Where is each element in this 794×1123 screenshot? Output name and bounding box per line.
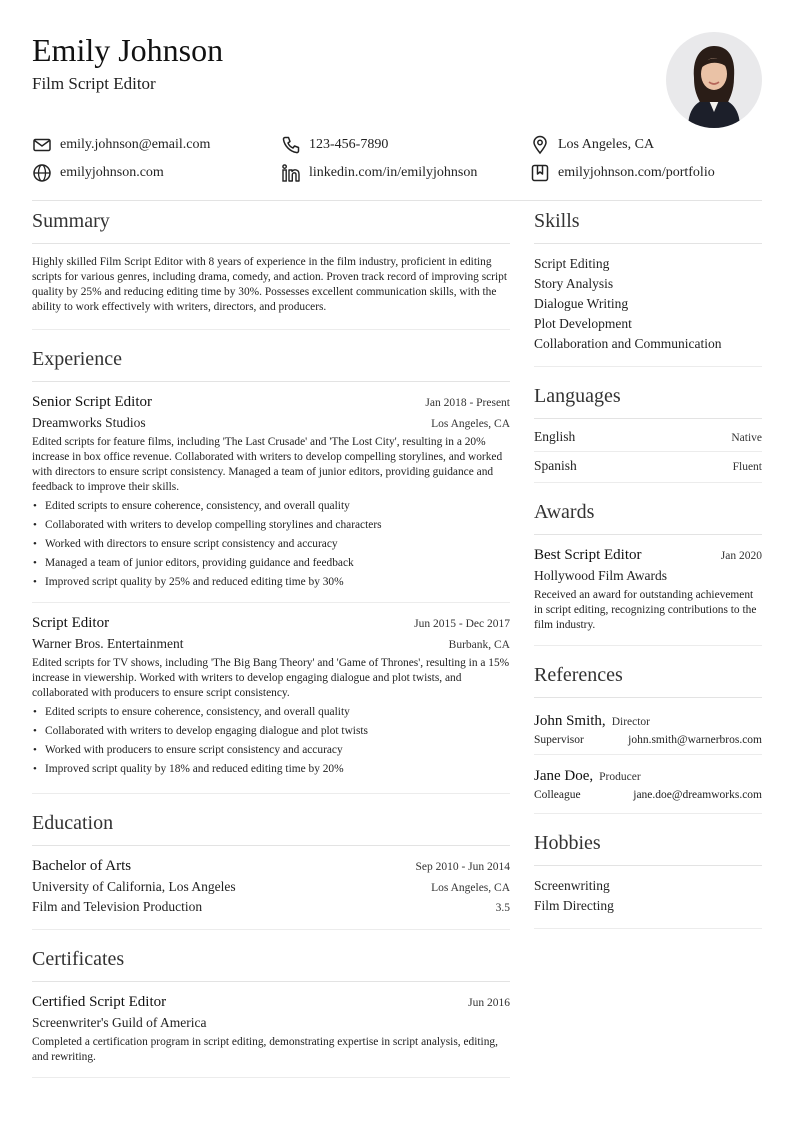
- experience-item: [32, 602, 510, 789]
- contact-info: [32, 135, 762, 183]
- section-title: Education: [32, 810, 510, 846]
- hobby-item: Screenwriting: [534, 878, 610, 893]
- mail-icon: [32, 135, 52, 155]
- contact-location-text: Los Angeles, CA: [558, 137, 655, 152]
- languages-section: [534, 383, 762, 483]
- contact-portfolio[interactable]: [530, 163, 762, 183]
- reference-email[interactable]: jane.doe@dreamworks.com: [633, 789, 762, 801]
- bullet-item: • Worked with directors to ensure script consistency and accuracy: [32, 537, 510, 552]
- experience-section: [32, 346, 510, 794]
- skill-item: Dialogue Writing: [534, 296, 629, 311]
- education-section: [32, 810, 510, 930]
- section-title: Summary: [32, 208, 510, 244]
- hobbies-section: [534, 830, 762, 929]
- contact-website[interactable]: [32, 163, 281, 183]
- contact-linkedin[interactable]: [281, 163, 530, 183]
- contact-phone-text: 123-456-7890: [309, 137, 389, 152]
- certificates-section: [32, 946, 510, 1078]
- contact-phone[interactable]: [281, 135, 530, 155]
- header-divider: [32, 200, 762, 201]
- reference-role: Director: [611, 716, 651, 728]
- job-date: Jan 2018 - Present: [425, 397, 510, 409]
- candidate-title: Film Script Editor: [32, 74, 156, 93]
- bullet-item: • Worked with producers to ensure script consistency and accuracy: [32, 743, 510, 758]
- contact-email-text: emily.johnson@email.com: [60, 137, 211, 152]
- job-description: Edited scripts for feature films, including 'The Last Crusade' and 'The Lost City', resulting in a 20% increase in box office revenue. Collaborated with writers to develop compelling storylines, and worked with directors to ensure script consistency. Managed a team of junior editors, providing guidance and feedback to improve their skills.: [32, 436, 503, 493]
- award-organization: Hollywood Film Awards: [534, 568, 668, 583]
- job-title: Senior Script Editor: [32, 394, 152, 410]
- location-pin-icon: [530, 135, 550, 155]
- phone-icon: [281, 135, 301, 155]
- certificate-title: Certified Script Editor: [32, 994, 167, 1010]
- awards-section: [534, 499, 762, 646]
- section-title: References: [534, 662, 762, 698]
- side-column: [534, 208, 762, 945]
- language-item: [534, 451, 762, 480]
- bullet-item: • Improved script quality by 18% and reduced editing time by 20%: [32, 762, 510, 777]
- award-title: Best Script Editor: [534, 547, 642, 563]
- language-level: Fluent: [732, 461, 762, 473]
- bullet-item: • Improved script quality by 25% and reduced editing time by 30%: [32, 575, 510, 590]
- profile-photo: [666, 32, 762, 128]
- education-date: Sep 2010 - Jun 2014: [415, 861, 510, 873]
- section-title: Hobbies: [534, 830, 762, 866]
- reference-item: [534, 754, 762, 809]
- section-title: Experience: [32, 346, 510, 382]
- language-level: Native: [731, 432, 762, 444]
- bullet-item: • Managed a team of junior editors, providing guidance and feedback: [32, 556, 510, 571]
- globe-icon: [32, 163, 52, 183]
- contact-location: [530, 135, 762, 155]
- linkedin-icon: [281, 163, 301, 183]
- reference-relation: Supervisor: [534, 734, 584, 746]
- experience-item: [32, 392, 510, 602]
- reference-role: Producer: [599, 771, 641, 783]
- candidate-name: Emily Johnson: [32, 32, 224, 68]
- reference-relation: Colleague: [534, 789, 581, 801]
- skill-item: Plot Development: [534, 316, 632, 331]
- section-title: Skills: [534, 208, 762, 244]
- language-name: Spanish: [534, 458, 577, 473]
- skill-item: Collaboration and Communication: [534, 336, 722, 351]
- bullet-item: • Collaborated with writers to develop compelling storylines and characters: [32, 518, 510, 533]
- section-title: Languages: [534, 383, 762, 419]
- field-of-study: Film and Television Production: [32, 899, 203, 914]
- skills-section: [534, 208, 762, 367]
- bullet-item: • Edited scripts to ensure coherence, consistency, and overall quality: [32, 705, 510, 720]
- section-title: Awards: [534, 499, 762, 535]
- reference-name: John Smith,: [534, 713, 606, 729]
- skill-item: Script Editing: [534, 256, 610, 271]
- job-bullets: [32, 705, 510, 777]
- main-column: [32, 208, 510, 1094]
- summary-section: [32, 208, 510, 330]
- job-title: Script Editor: [32, 615, 110, 631]
- company-name: Dreamworks Studios: [32, 415, 146, 430]
- reference-item: [534, 708, 762, 754]
- contact-linkedin-text: linkedin.com/in/emilyjohnson: [309, 165, 478, 180]
- school-location: Los Angeles, CA: [431, 882, 510, 894]
- contact-website-text: emilyjohnson.com: [60, 165, 164, 180]
- bullet-item: • Edited scripts to ensure coherence, consistency, and overall quality: [32, 499, 510, 514]
- contact-email[interactable]: [32, 135, 281, 155]
- language-item: [534, 423, 762, 451]
- certificate-issuer: Screenwriter's Guild of America: [32, 1015, 207, 1030]
- company-name: Warner Bros. Entertainment: [32, 636, 184, 651]
- job-description: Edited scripts for TV shows, including 'The Big Bang Theory' and 'Game of Thrones', resulting in a 15% increase in viewership. Worked with writers to develop engaging dialogue and plot twists, and collaborated with producers to ensure script consistency.: [32, 657, 510, 699]
- award-description: Received an award for outstanding achievement in script editing, recognizing contributions to the film industry.: [534, 589, 757, 631]
- contact-portfolio-text: emilyjohnson.com/portfolio: [558, 165, 715, 180]
- references-section: [534, 662, 762, 814]
- skill-item: Story Analysis: [534, 276, 614, 291]
- job-date: Jun 2015 - Dec 2017: [414, 618, 510, 630]
- school-name: University of California, Los Angeles: [32, 879, 236, 894]
- job-bullets: [32, 499, 510, 590]
- portfolio-icon: [530, 163, 550, 183]
- job-location: Burbank, CA: [448, 639, 510, 651]
- award-date: Jan 2020: [720, 550, 762, 562]
- section-title: Certificates: [32, 946, 510, 982]
- certificate-description: Completed a certification program in script editing, demonstrating expertise in script analysis, editing, and rewriting.: [32, 1036, 498, 1063]
- summary-text: Highly skilled Film Script Editor with 8 years of experience in the film industry, proficient in editing scripts for various genres, including drama, comedy, and action. Proven track record of improving script quality by 25% and reducing editing time by 30%. Possesses excellent communication skills, with the ability to work effectively with writers, directors, and producers.: [32, 256, 507, 313]
- gpa-value: 3.5: [495, 902, 510, 914]
- hobby-item: Film Directing: [534, 898, 614, 913]
- degree-name: Bachelor of Arts: [32, 858, 132, 874]
- resume-header: [32, 30, 762, 130]
- reference-email[interactable]: john.smith@warnerbros.com: [628, 734, 762, 746]
- language-name: English: [534, 429, 576, 444]
- certificate-date: Jun 2016: [468, 997, 510, 1009]
- reference-name: Jane Doe,: [534, 768, 594, 784]
- job-location: Los Angeles, CA: [431, 418, 510, 430]
- bullet-item: • Collaborated with writers to develop engaging dialogue and plot twists: [32, 724, 510, 739]
